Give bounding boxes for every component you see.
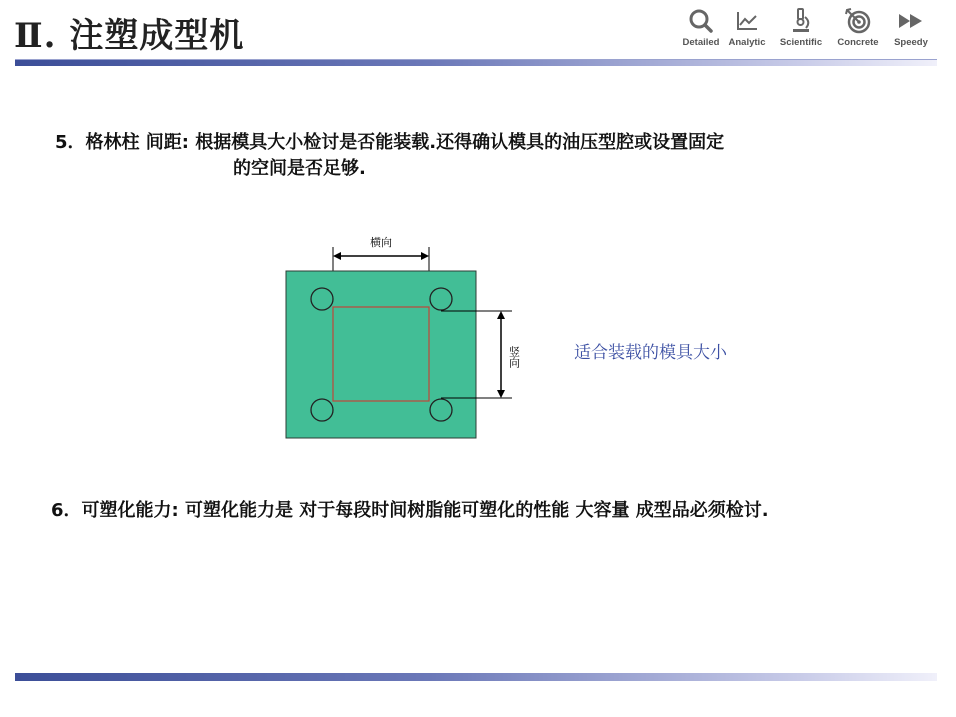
tie-bar-bottom-right: [430, 399, 452, 421]
nav-label-detailed: Detailed: [682, 37, 720, 48]
nav-label-speedy: Speedy: [894, 37, 928, 48]
nav-icon-bar: [672, 8, 940, 54]
horizontal-arrow-left: [333, 252, 341, 260]
footer-rule: [15, 673, 937, 681]
vertical-arrow-top: [497, 311, 505, 319]
vertical-label: 竖向: [507, 346, 521, 368]
target-icon: [843, 8, 873, 34]
magnifier-icon: [686, 8, 716, 34]
microscope-icon: [786, 8, 816, 34]
mold-size-caption: 适合装载的模具大小: [574, 343, 727, 363]
slide-title: Ⅱ. 注塑成型机: [14, 16, 245, 56]
nav-item-analytic[interactable]: [718, 8, 776, 48]
tie-bar-top-right: [430, 288, 452, 310]
nav-label-scientific: Scientific: [779, 37, 823, 48]
tie-bar-top-left: [311, 288, 333, 310]
nav-item-speedy[interactable]: [882, 8, 940, 48]
item5-text-line2: 的空间是否足够.: [233, 158, 366, 179]
item5-text-line1: 5．格林柱 间距: 根据模具大小检讨是否能装载.还得确认模具的油压型腔或设置固定: [55, 132, 725, 153]
nav-item-scientific[interactable]: [772, 8, 830, 48]
item6-text: 6．可塑化能力: 可塑化能力是 对于每段时间树脂能可塑化的性能 大容量 成型品必须检讨.: [51, 500, 769, 521]
tie-bar-bottom-left: [311, 399, 333, 421]
nav-item-concrete[interactable]: [829, 8, 887, 48]
nav-label-analytic: Analytic: [728, 37, 766, 48]
header-rule: [15, 60, 937, 66]
nav-label-concrete: Concrete: [837, 37, 879, 48]
fast-forward-icon: [896, 8, 926, 34]
horizontal-label: 横向: [370, 236, 392, 249]
vertical-arrow-bottom: [497, 390, 505, 398]
horizontal-arrow-right: [421, 252, 429, 260]
line-chart-icon: [732, 8, 762, 34]
tie-bar-diagram: [260, 225, 540, 455]
